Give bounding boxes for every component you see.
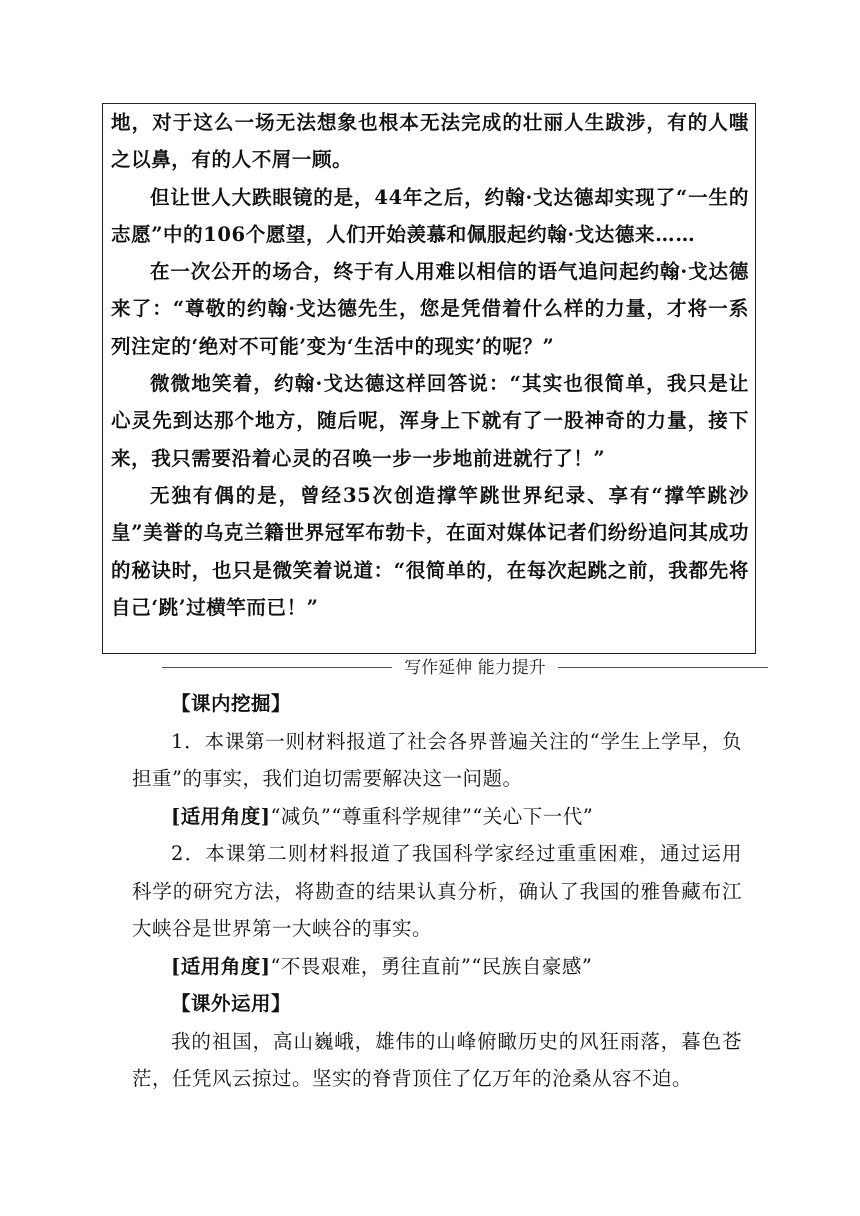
in-class-item-1: 1．本课第一则材料报道了社会各界普遍关注的“学生上学早，负担重”的事实，我们迫切需要解决这一问题。 bbox=[132, 729, 742, 790]
boxed-paragraph-1: 地，对于这么一场无法想象也根本无法完成的壮丽人生跋涉，有的人嗤之以鼻，有的人不屑一顾。 bbox=[111, 111, 749, 172]
out-class-paragraph: 我的祖国，高山巍峨，雄伟的山峰俯瞰历史的风狂雨落，暮色苍茫，任凭风云掠过。坚实的脊背顶住了亿万年的沧桑从容不迫。 bbox=[132, 1029, 742, 1090]
in-class-item-1-angles bbox=[132, 798, 742, 836]
boxed-passage bbox=[102, 103, 756, 654]
divider-line-left bbox=[162, 667, 392, 668]
boxed-paragraph-3: 在一次公开的场合，终于有人用难以相信的语气追问起约翰·戈达德来了：“尊敬的约翰·戈达德先生，您是凭借着什么样的力量，才将一系列注定的‘绝对不可能’变为‘生活中的现实’的呢？” bbox=[111, 260, 749, 358]
section-divider-label: 写作延伸 能力提升 bbox=[404, 658, 546, 678]
boxed-paragraph-2: 但让世人大跌眼镜的是，44年之后，约翰·戈达德却实现了“一生的志愿”中的106个愿望，人们开始羡慕和佩服起约翰·戈达德来…… bbox=[111, 185, 749, 246]
boxed-paragraph-5: 无独有偶的是，曾经35次创造撑竿跳世界纪录、享有“撑竿跳沙皇”美誉的乌克兰籍世界冠军布勃卡，在面对媒体记者们纷纷追问其成功的秘诀时，也只是微笑着说道：“很简单的，在每次起跳之前，我都先将自己‘跳’过横竿而已！” bbox=[111, 483, 749, 619]
in-class-item-2-angles bbox=[132, 948, 742, 986]
divider-line-right bbox=[558, 667, 768, 668]
section-divider bbox=[102, 654, 756, 682]
applicable-angle-text: “不畏艰难，勇往直前”“民族自豪感” bbox=[270, 954, 593, 978]
out-class-heading: 【课外运用】 bbox=[171, 992, 292, 1015]
in-class-heading: 【课内挖掘】 bbox=[171, 692, 292, 715]
main-content bbox=[132, 685, 742, 1098]
applicable-angle-tag: [适用角度] bbox=[171, 954, 271, 978]
in-class-item-2: 2．本课第二则材料报道了我国科学家经过重重困难，通过运用科学的研究方法，将勘查的结果认真分析，确认了我国的雅鲁藏布江大峡谷是世界第一大峡谷的事实。 bbox=[132, 842, 742, 940]
boxed-paragraph-4: 微微地笑着，约翰·戈达德这样回答说：“其实也很简单，我只是让心灵先到达那个地方，随后呢，浑身上下就有了一股神奇的力量，接下来，我只需要沿着心灵的召唤一步一步地前进就行了！” bbox=[111, 372, 749, 470]
applicable-angle-tag: [适用角度] bbox=[171, 804, 271, 828]
applicable-angle-text: “减负”“尊重科学规律”“关心下一代” bbox=[270, 804, 594, 828]
